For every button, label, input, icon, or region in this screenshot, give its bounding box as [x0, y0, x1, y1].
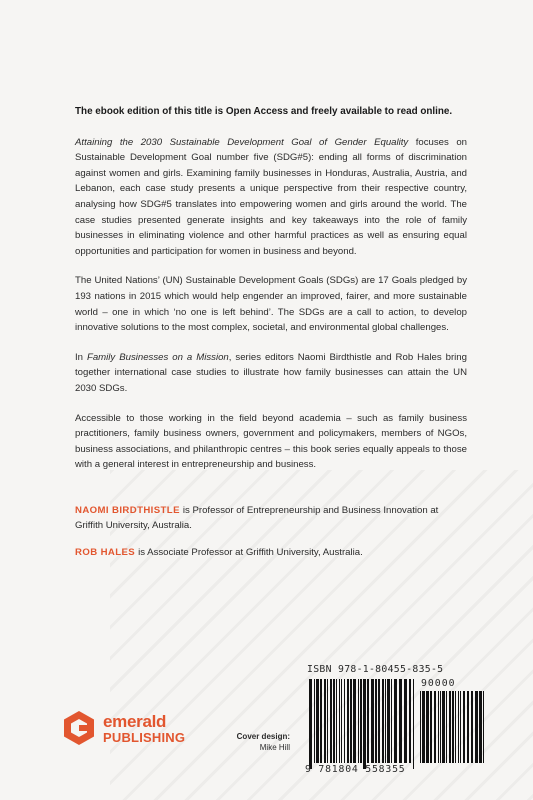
barcode-bar [479, 691, 482, 763]
barcode-bar [333, 679, 335, 763]
barcode-bar [353, 679, 356, 763]
open-access-note: The ebook edition of this title is Open Access and freely available to read online. [75, 106, 453, 117]
author-name-1: NAOMI BIRDTHISTLE [75, 504, 180, 516]
barcode-bar [387, 679, 390, 763]
publisher-subtitle: PUBLISHING [103, 730, 186, 745]
barcode-bar [309, 679, 312, 769]
barcode-bar [316, 679, 319, 763]
author-name-2: ROB HALES [75, 547, 136, 559]
cover-design-credit [232, 731, 290, 753]
barcode-bar [449, 691, 451, 763]
barcode-bar [399, 679, 402, 763]
barcode-bar [350, 679, 352, 763]
barcode-bar [358, 679, 359, 763]
barcode-bar [385, 679, 386, 763]
barcode-bar [409, 679, 411, 763]
barcode-bar [394, 679, 397, 763]
barcode-bar [422, 691, 425, 763]
isbn-text: ISBN 978-1-80455-835-5 [307, 664, 444, 675]
barcode-bar [452, 691, 454, 763]
cover-designer: Mike Hill [259, 743, 290, 752]
description-p3-lead: In [75, 351, 87, 363]
author-bio-2 [75, 545, 467, 561]
addon-barcode-bars-icon [419, 691, 485, 769]
price-addon-code: 90000 [421, 678, 456, 689]
description-p3-text: , series editors Naomi Birdthistle and Rob Hales bring together international case studies to illustrate how family businesses can attain the UN 2030 SDGs. [75, 351, 467, 394]
barcode-bar [455, 691, 456, 763]
publisher-logo [62, 704, 202, 760]
book-title: Attaining the 2030 Sustainable Development Goal of Gender Equality [75, 136, 409, 148]
description-paragraph-1 [75, 135, 467, 260]
barcode-bar [363, 679, 366, 769]
series-title: Family Businesses on a Mission [86, 351, 229, 363]
barcode [305, 664, 487, 782]
barcode-bar [440, 691, 441, 763]
description-paragraph-3 [75, 350, 467, 397]
barcode-bar [475, 691, 478, 763]
barcode-bar [360, 679, 362, 763]
barcode-bar [367, 679, 369, 763]
barcode-bar [446, 691, 447, 763]
barcode-bar [314, 679, 315, 763]
barcode-bar [339, 679, 340, 763]
cover-design-label: Cover design: [236, 732, 290, 741]
barcode-bar [458, 691, 459, 763]
barcode-bar [324, 679, 326, 763]
emerald-logo-icon [62, 710, 96, 746]
barcode-bar [471, 691, 473, 763]
barcode-bar [320, 679, 322, 763]
barcode-bar [375, 679, 377, 763]
publisher-name: emerald [103, 712, 167, 731]
barcode-bar [391, 679, 392, 763]
barcode-bar [347, 679, 349, 763]
description-p1-text: focuses on Sustainable Development Goal number five (SDG#5): ending all forms of discrimination against women and girls. Examining family businesses in Honduras, Australia, Austria, and Lebanon, each case study presents a unique perspective from their respective country, analysing how SDG#5 translates into empowering women and girls around the world. The case studies presented generate insights and key takeaways into the role of family businesses in eliminating violence and other harmful practices as well as ensuring equal opportunities and participation for women in business and beyond. [75, 136, 467, 257]
barcode-bar [460, 691, 461, 763]
author-bio-text-2: is Associate Professor at Griffith University, Australia. [138, 547, 363, 559]
barcode-bar [336, 679, 337, 763]
barcode-bar [483, 691, 484, 763]
barcode-bar [430, 691, 432, 763]
barcode-bar [341, 679, 342, 763]
barcode-digits: 9 781804 558355 [305, 764, 406, 775]
author-bio-text-1: is Professor of Entrepreneurship and Business Innovation at Griffith University, Australia. [75, 504, 439, 532]
barcode-bar [467, 691, 469, 763]
barcode-bar [404, 679, 407, 763]
author-bio-1 [75, 503, 467, 534]
barcode-bar [420, 691, 421, 763]
barcode-bars-icon [308, 679, 416, 769]
barcode-bar [378, 679, 380, 763]
barcode-bar [434, 691, 436, 763]
barcode-bar [426, 691, 429, 763]
barcode-bar [438, 691, 439, 763]
barcode-bar [413, 679, 414, 769]
barcode-bar [463, 691, 465, 763]
barcode-bar [330, 679, 332, 763]
barcode-bar [442, 691, 445, 763]
barcode-bar [382, 679, 384, 763]
blurb [75, 104, 467, 572]
description-paragraph-2: The United Nations’ (UN) Sustainable Development Goals (SDGs) are 17 Goals pledged by 193 nations in 2015 which would help engender an improved, fairer, and more sustainable world – one in which ‘no one is left behind’. The SDGs are a call to action, to develop innovative solutions to the most complex, societal, and environmental global challenges. [75, 275, 467, 334]
barcode-bar [327, 679, 328, 763]
barcode-bar [344, 679, 345, 763]
description-paragraph-4: Accessible to those working in the field beyond academia – such as family business practitioners, family business owners, government and policymakers, members of NGOs, business associations, and philanthropic centres – this book series equally appeals to those with a general interest in entrepreneurship and business. [75, 412, 467, 471]
barcode-bar [371, 679, 374, 763]
